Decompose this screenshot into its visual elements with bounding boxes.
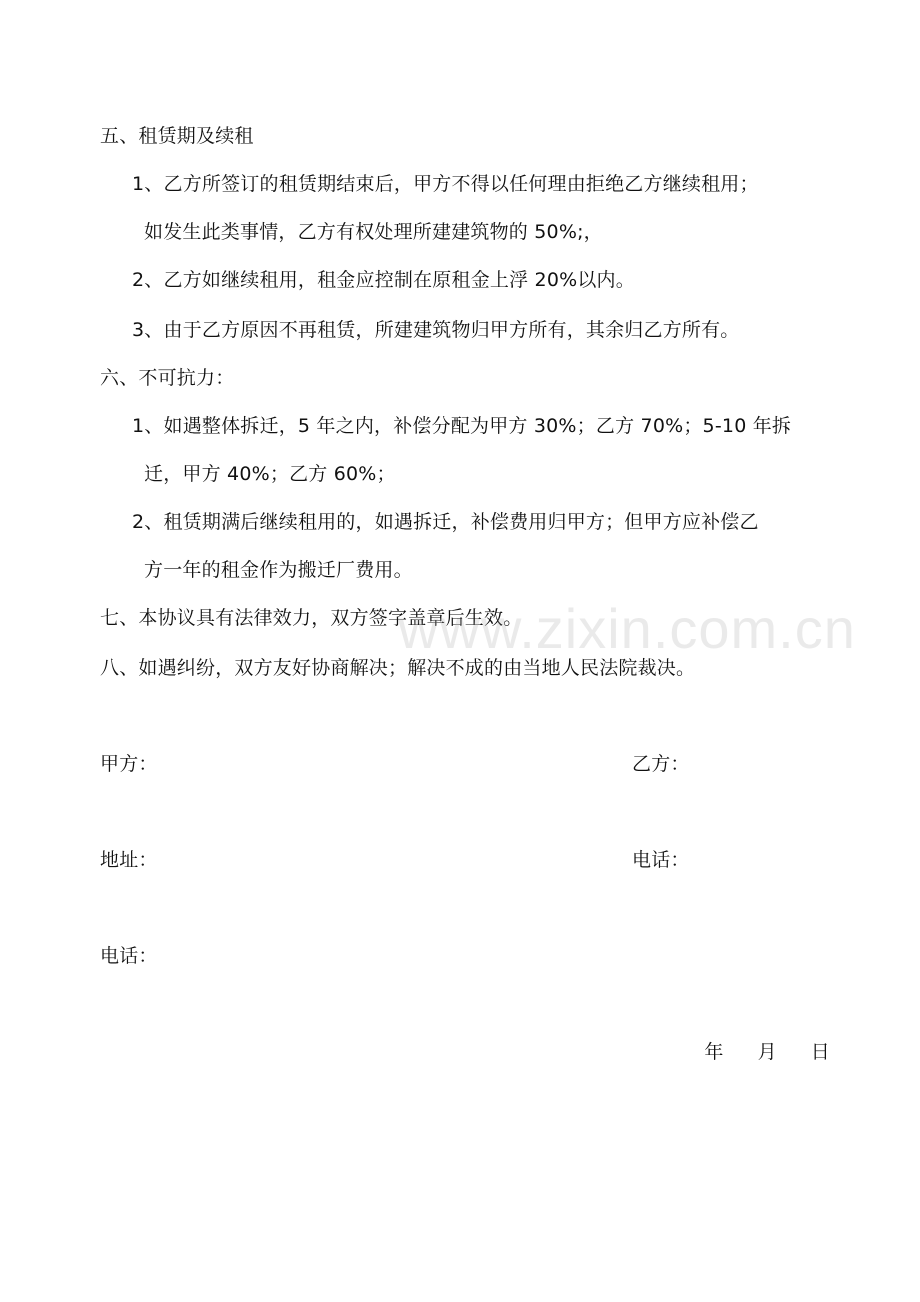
address-label: 地址： xyxy=(100,849,158,871)
section-5-item-1-line-1: 1、乙方所签订的租赁期结束后，甲方不得以任何理由拒绝乙方继续租用； xyxy=(132,173,759,195)
section-5-item-1-line-2: 如发生此类事情，乙方有权处理所建建筑物的 50%;， xyxy=(144,221,603,243)
date-day: 日 xyxy=(810,1041,830,1063)
section-6-item-2-line-1: 2、租赁期满后继续租用的，如遇拆迁，补偿费用归甲方；但甲方应补偿乙 xyxy=(132,511,759,533)
section-6-heading: 六、不可抗力： xyxy=(100,367,235,389)
section-6-item-1-line-1: 1、如遇整体拆迁，5 年之内，补偿分配为甲方 30%；乙方 70%；5-10 年拆 xyxy=(132,415,792,437)
party-a-phone-label: 电话： xyxy=(100,945,158,967)
section-6-item-1-line-2: 迁，甲方 40%；乙方 60%； xyxy=(144,463,396,485)
section-6-item-2-line-2: 方一年的租金作为搬迁厂费用。 xyxy=(144,559,413,581)
party-b-label: 乙方： xyxy=(632,753,690,775)
watermark-text: www.zixin.com.cn xyxy=(398,597,856,660)
party-a-label: 甲方： xyxy=(100,753,158,775)
date-year: 年 xyxy=(704,1041,724,1063)
date-line xyxy=(704,1040,830,1064)
section-8: 八、如遇纠纷，双方友好协商解决；解决不成的由当地人民法院裁决。 xyxy=(100,657,696,679)
party-b-phone-label: 电话： xyxy=(632,849,690,871)
date-month: 月 xyxy=(757,1041,777,1063)
section-5-item-3: 3、由于乙方原因不再租赁，所建建筑物归甲方所有，其余归乙方所有。 xyxy=(132,319,740,341)
section-5-heading: 五、租赁期及续租 xyxy=(100,125,254,147)
section-7: 七、本协议具有法律效力，双方签字盖章后生效。 xyxy=(100,607,523,629)
section-5-item-2: 2、乙方如继续租用，租金应控制在原租金上浮 20%以内。 xyxy=(132,269,635,291)
